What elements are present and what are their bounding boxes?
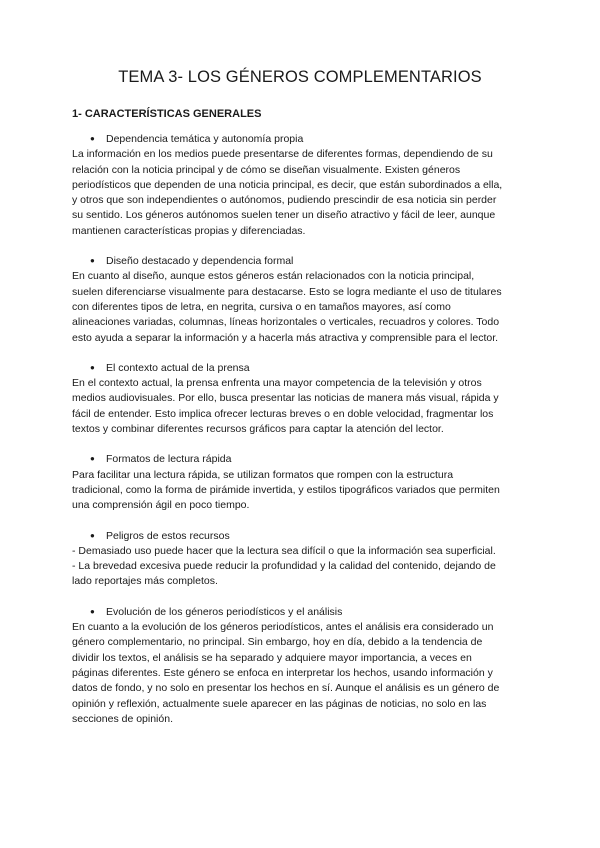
paragraph-line: En el contexto actual, la prensa enfrenta una mayor competencia de la televisión y otros bbox=[72, 377, 482, 390]
list-item bbox=[72, 131, 528, 239]
bullet-text: Diseño destacado y dependencia formal bbox=[106, 255, 294, 268]
list-item bbox=[72, 451, 528, 513]
page-title: TEMA 3- LOS GÉNEROS COMPLEMENTARIOS bbox=[118, 68, 482, 86]
paragraph-line: En cuanto al diseño, aunque estos géneros están relacionados con la noticia principal, bbox=[72, 270, 475, 283]
paragraph-line: periodísticos que dependen de una noticia principal, es decir, que están subordinados a ella, bbox=[72, 178, 503, 191]
paragraph-line: medios audiovisuales. Por ello, busca presentar las noticias de manera más visual, rápida y bbox=[72, 392, 499, 405]
paragraph-line: relación con la noticia principal y de cómo se diseñan visualmente. Existen géneros bbox=[72, 163, 461, 176]
list-item bbox=[72, 604, 528, 727]
bullet-text: Peligros de estos recursos bbox=[106, 529, 230, 542]
paragraph-line: tradicional, como la forma de pirámide invertida, y estilos tipográficos variados que permiten bbox=[72, 483, 500, 496]
bullet-dot-icon: ● bbox=[90, 134, 95, 143]
bullet-text: Evolución de los géneros periodísticos y el análisis bbox=[106, 605, 343, 618]
paragraph-line: textos y combinar diferentes recursos gráficos para captar la atención del lector. bbox=[72, 423, 444, 436]
paragraph-line: páginas diferentes. Este género se enfoca en interpretar los hechos, usando información y bbox=[72, 666, 493, 679]
section-body bbox=[72, 131, 528, 727]
bullet-text: El contexto actual de la prensa bbox=[106, 361, 250, 374]
bullet-heading bbox=[72, 451, 528, 467]
paragraph-line: dividir los textos, el análisis se ha separado y adquiere mayor importancia, a veces en bbox=[72, 651, 472, 664]
bullet-dot-icon: ● bbox=[90, 256, 95, 266]
paragraph-line: opinión y reflexión, actualmente suele aparecer en las páginas de noticias, no solo en las bbox=[72, 697, 487, 710]
paragraph-line: En cuanto a la evolución de los géneros periodísticos, antes el análisis era considerado un bbox=[72, 621, 494, 634]
list-item bbox=[72, 253, 528, 346]
bullet-heading bbox=[72, 131, 528, 147]
paragraph-line: mantienen características propias y diferenciadas. bbox=[72, 224, 306, 237]
paragraph-line: datos de fondo, y no solo en presentar los hechos en sí. Aunque el análisis es un género de bbox=[72, 682, 500, 695]
paragraph-line: género complementario, no principal. Sin embargo, hoy en día, debido a la tendencia de bbox=[72, 636, 483, 649]
paragraph-line: y otros que son independientes o autónomos, pudiendo prescindir de esa noticia sin perder bbox=[72, 194, 497, 207]
bullet-heading bbox=[72, 604, 528, 620]
list-item bbox=[72, 360, 528, 437]
bullet-text: Dependencia temática y autonomía propia bbox=[106, 133, 304, 145]
paragraph-line: Para facilitar una lectura rápida, se utilizan formatos que rompen con la estructura bbox=[72, 468, 454, 481]
paragraph-line: una comprensión ágil en poco tiempo. bbox=[72, 499, 250, 512]
paragraph-line: - Demasiado uso puede hacer que la lectura sea difícil o que la información sea superficial. bbox=[72, 544, 496, 557]
bullet-heading bbox=[72, 528, 528, 544]
paragraph-line: su sentido. Los géneros autónomos suelen tener un diseño atractivo y fácil de leer, aunque bbox=[72, 209, 496, 222]
paragraph-line: con diferentes tipos de letra, en negrita, cursiva o en tamaños mayores, así como bbox=[72, 300, 451, 313]
list-item bbox=[72, 528, 528, 590]
paragraph-line: suelen diferenciarse visualmente para destacarse. Esto se logra mediante el uso de titulares bbox=[72, 285, 502, 298]
bullet-dot-icon: ● bbox=[90, 606, 95, 616]
bullet-heading bbox=[72, 360, 528, 376]
bullet-heading bbox=[72, 253, 528, 269]
paragraph-line: - La brevedad excesiva puede reducir la profundidad y la calidad del contenido, dejando de bbox=[72, 560, 496, 573]
bullet-dot-icon: ● bbox=[90, 454, 95, 464]
paragraph-line: La información en los medios puede presentarse de diferentes formas, dependiendo de su bbox=[72, 148, 493, 161]
bullet-text: Formatos de lectura rápida bbox=[106, 453, 232, 466]
bullet-dot-icon: ● bbox=[90, 362, 95, 372]
paragraph-line: secciones de opinión. bbox=[72, 712, 173, 725]
paragraph-line: esto ayuda a separar la información y a hacerla más atractiva y comprensible para el lector. bbox=[72, 331, 499, 344]
paragraph-line: lado reportajes más completos. bbox=[72, 575, 218, 588]
paragraph-line: fácil de entender. Esto implica ofrecer lecturas breves o en doble velocidad, fragmentar los bbox=[72, 407, 494, 420]
paragraph-line: alineaciones variadas, columnas, líneas horizontales o verticales, recuadros y colores. Todo bbox=[72, 316, 500, 329]
section-heading: 1- CARACTERÍSTICAS GENERALES bbox=[72, 108, 262, 120]
bullet-dot-icon: ● bbox=[90, 530, 95, 540]
